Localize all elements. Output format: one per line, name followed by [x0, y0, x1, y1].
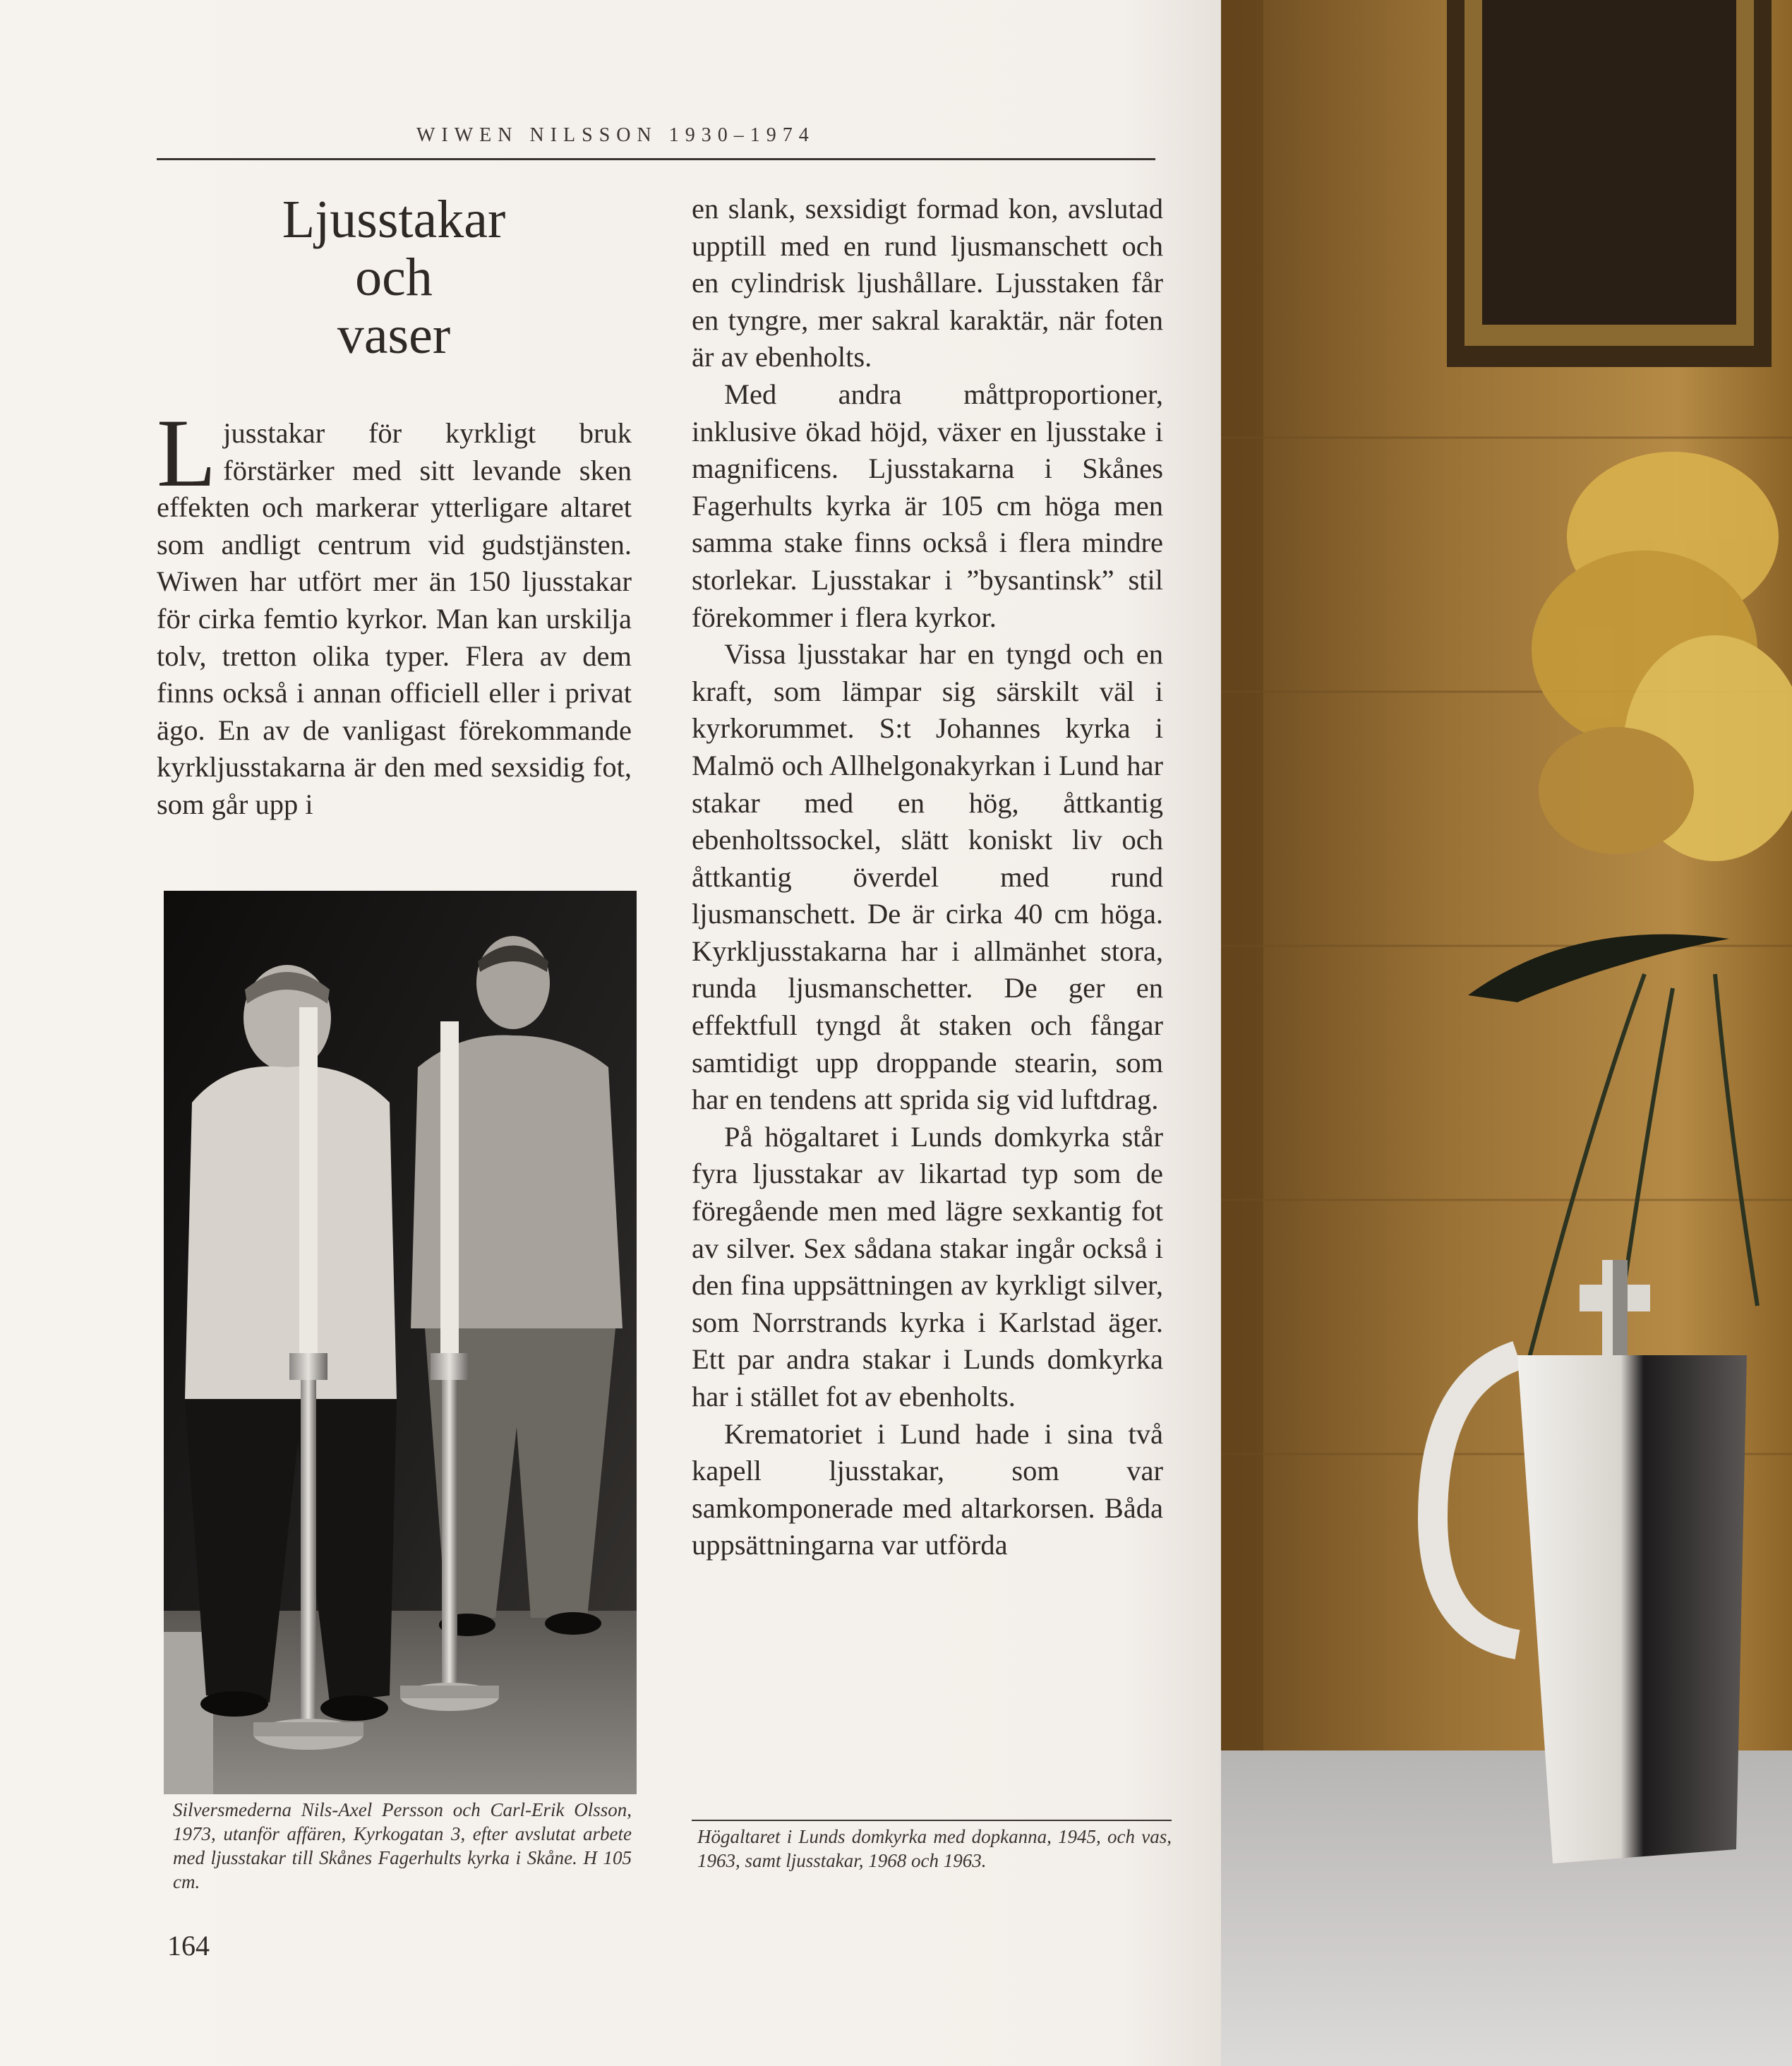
header-rule — [157, 158, 1155, 160]
paragraph-4: På högaltaret i Lunds domkyrka står fyra ljusstakar av likartad typ som de föregående men med lägre sexkantig fot av silver. Sex sådana stakar ingår också i den fina uppsättningen av kyrkligt silver, som Norrstrands kyrka i Karlstad äger. Ett par andra stakar i Lunds domkyrka har i stället fot av ebenholts. — [692, 1120, 1163, 1412]
altar-illustration — [1221, 0, 1792, 2066]
chapter-title — [157, 191, 631, 364]
altar-photo — [1221, 0, 1792, 2066]
intro-text: jusstakar för kyrkligt bruk förstärker med sitt levande sken effekten och markerar ytterligare altaret som andligt centrum vid gudstjänsten. Wiwen har utfört mer än 150 ljusstakar för cirka femtio kyrkor. Man kan urskilja tolv, tretton olika typer. Flera av dem finns också i annan officiell eller i privat ägo. En av de vanligast förekommande kyrkljusstakarna är den med sexsidig fot, som går upp i — [157, 417, 632, 820]
photo-caption-left: Silversmederna Nils-Axel Persson och Carl-Erik Olsson, 1973, utanför affären, Kyrkogatan 3, efter avslutat arbete med ljusstakar till Skånes Fagerhults kyrka i Skåne. H 105 cm. — [173, 1799, 632, 1892]
title-line-3: vaser — [337, 306, 451, 365]
right-text-column — [692, 191, 1163, 1564]
paragraph-5: Krematoriet i Lund hade i sina två kapell ljusstakar, som var samkomponerade med altarkorsen. Båda uppsättningarna var utförda — [692, 1417, 1163, 1561]
drop-cap: L — [157, 399, 217, 507]
photo-caption-right: Högaltaret i Lunds domkyrka med dopkanna, 1945, och vas, 1963, samt ljusstakar, 1968 och 1963. — [697, 1826, 1172, 1871]
paragraph-3: Vissa ljusstakar har en tyngd och en kraft, som lämpar sig särskilt väl i kyrkorummet. S:t Johannes kyrka i Malmö och Allhelgonakyrkan i Lund har stakar med en hög, åttkantig ebenholtssockel, slätt koniskt liv och åttkantig överdel med rund ljusmanschett. De är cirka 40 cm höga. Kyrkljusstakarna har i allmänhet stora, runda ljusmanschetter. De ger en effektfull tyngd åt staken och fångar samtidigt upp droppande stearin, som har en tendens att sprida sig vid luftdrag. — [692, 638, 1163, 1116]
silversmiths-illustration — [164, 891, 637, 1794]
paragraph-1: en slank, sexsidigt formad kon, avslutad upptill med en rund ljusmanschett och en cylindrisk ljushållare. Ljusstaken får en tyngre, mer sakral karaktär, när foten är av ebenholts. — [692, 193, 1163, 373]
title-line-2: och — [355, 248, 433, 307]
page-number: 164 — [167, 1930, 210, 1962]
silversmiths-photo — [164, 891, 637, 1794]
title-line-1: Ljusstakar — [282, 190, 506, 249]
paragraph-2: Med andra måttproportioner, inklusive ökad höjd, växer en ljusstake i magnificens. Ljusstakarna i Skånes Fagerhults kyrka är 105 cm höga men samma stake finns också i flera mindre storlekar. Ljusstakar i ”bysantinsk” stil förekommer i flera kyrkor. — [692, 378, 1163, 633]
caption-rule — [692, 1820, 1172, 1821]
intro-paragraph — [157, 399, 632, 824]
left-text-column — [157, 399, 632, 824]
running-head: WIWEN NILSSON 1930–1974 — [416, 124, 815, 146]
